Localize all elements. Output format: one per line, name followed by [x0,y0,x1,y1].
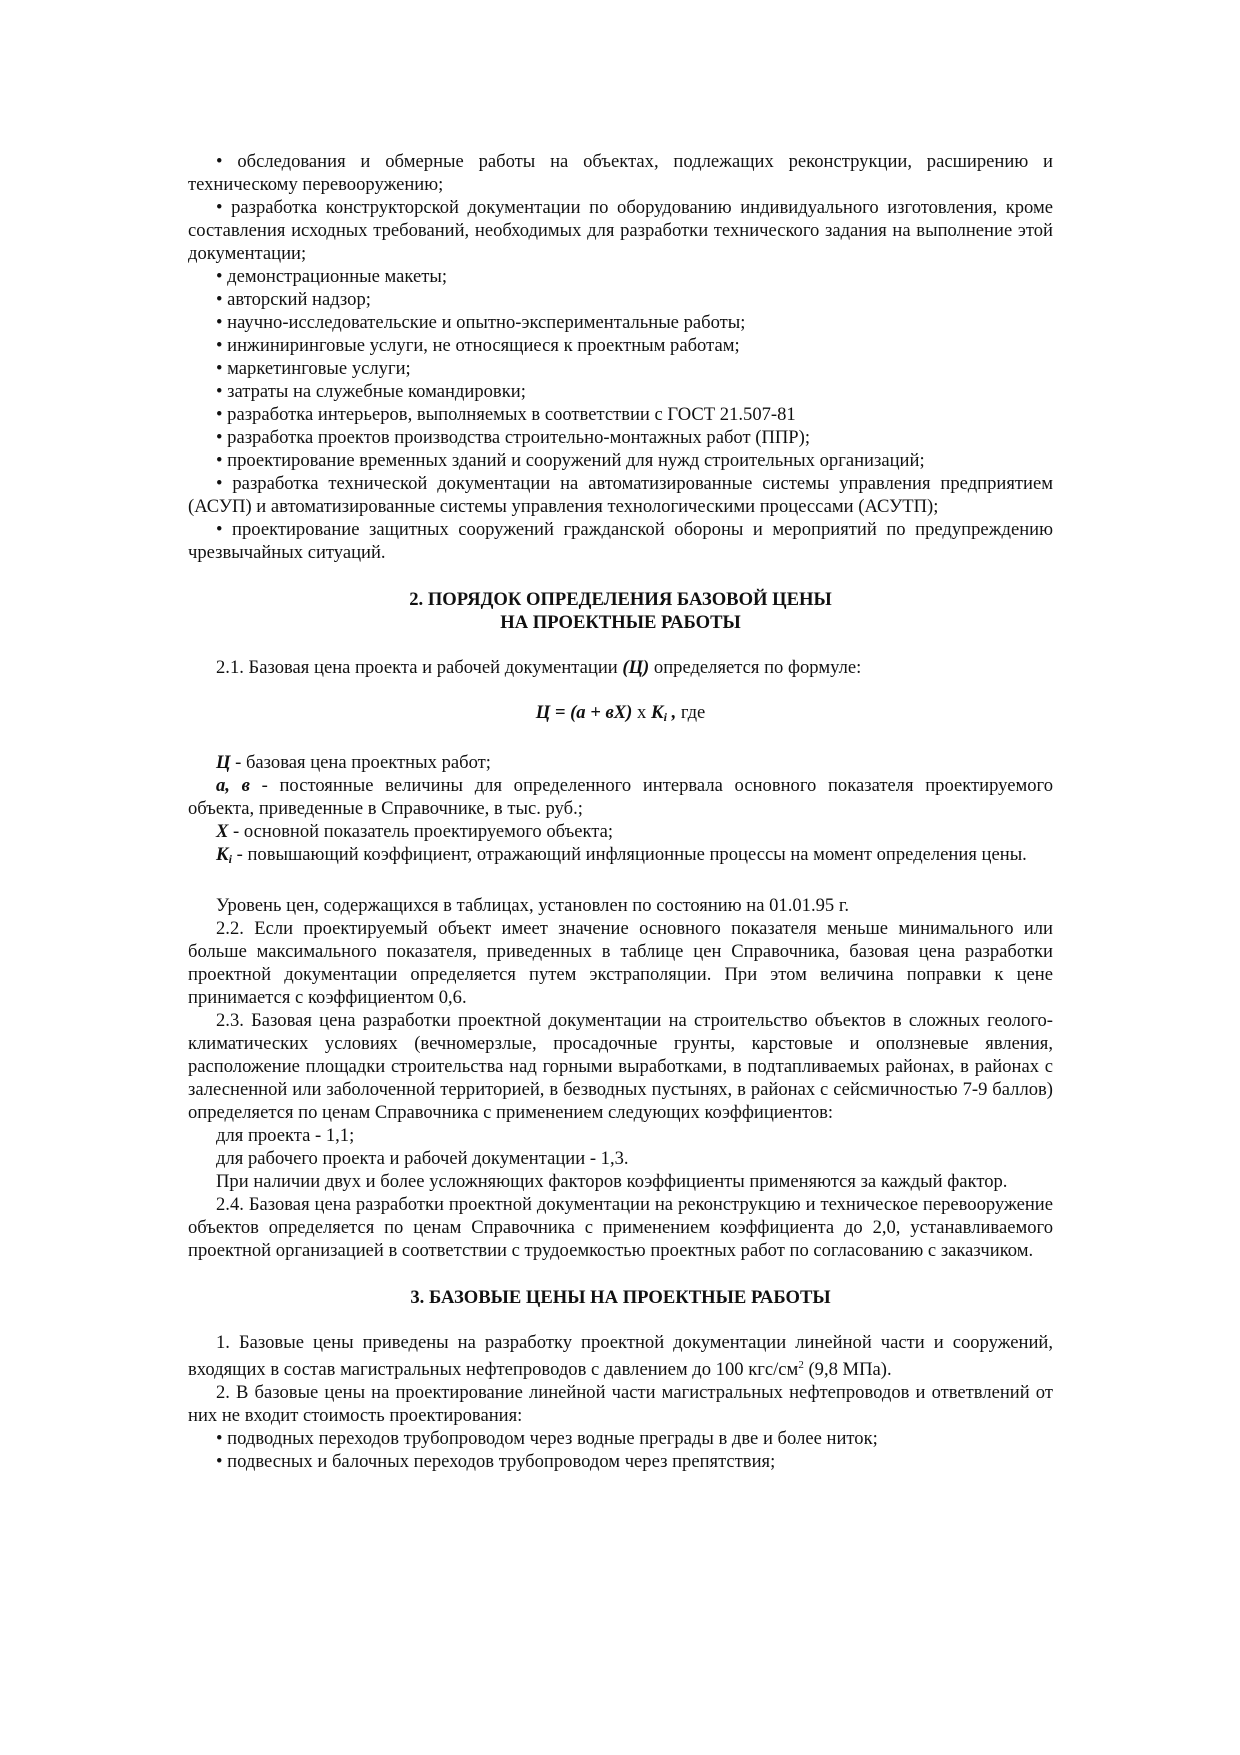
list-item: • затраты на служебные командировки; [216,381,526,402]
list-item: • научно-исследовательские и опытно-экспериментальные работы; [216,312,746,333]
paragraph-2-2: 2.2. Если проектируемый объект имеет значение основного показателя меньше минимального или больше максимального показателя, приведенных в таблице цен Справочника, базовая цена разработки проектной документации определяется путем экстраполяции. При этом величина поправки к цене принимается с коэффициентом 0,6. [188,918,1053,1008]
paragraph-3-1-tail: (9,8 МПа). [803,1359,892,1380]
paragraph-2-1-tail: определяется по формуле: [649,657,862,678]
spacer [188,871,1053,894]
list-item: • инжиниринговые услуги, не относящиеся к проектным работам; [216,335,740,356]
list-item: • маркетинговые услуги; [216,358,411,379]
price-formula [188,701,1053,729]
list-item: • подвесных и балочных переходов трубопроводом через препятствия; [216,1451,776,1472]
list-item: • подводных переходов трубопроводом через водные преграды в две и более ниток; [216,1428,878,1449]
paragraph-3-1-sup: 2 [798,1359,804,1371]
section-2-title-line2: НА ПРОЕКТНЫЕ РАБОТЫ [500,612,741,633]
definition-c-symbol: Ц [216,752,231,773]
list-item: • демонстрационные макеты; [216,266,448,287]
exclusions-list [188,150,1053,564]
formula-lhs: Ц = (а + вХ) [535,702,633,723]
list-item: • проектирование временных зданий и сооружений для нужд строительных организаций; [216,450,925,471]
paragraph-3-1 [188,1331,1053,1381]
document-page [188,150,1053,1473]
list-item: • разработка конструкторской документации по оборудованию индивидуального изготовления, кроме составления исходных требований, необходимых для разработки технического задания на выполнение этой документации; [188,197,1053,264]
coefficient-working: для рабочего проекта и рабочей документации - 1,3. [216,1148,629,1169]
price-symbol: (Ц) [622,657,650,678]
coefficient-project: для проекта - 1,1; [216,1125,355,1146]
list-item: • проектирование защитных сооружений гражданской обороны и мероприятий по предупреждению чрезвычайных ситуаций. [188,519,1053,563]
list-item: • разработка проектов производства строительно-монтажных работ (ППР); [216,427,811,448]
paragraph-2-1-text: 2.1. Базовая цена проекта и рабочей документации [216,657,623,678]
definition-x-text: - основной показатель проектируемого объекта; [228,821,614,842]
paragraph-2-3: 2.3. Базовая цена разработки проектной документации на строительство объектов в сложных геолого-климатических условиях (вечномерзлые, просадочные грунты, карстовые и оползневые явления, расположение площадки строительства над горными выработками, в подтапливаемых районах, в районах с залесненной или заболоченной территорией, в безводных пустынях, в районах с сейсмичностью 7-9 баллов) определяется по ценам Справочника с применением следующих коэффициентов: [188,1010,1053,1123]
paragraph-3-1-text: 1. Базовые цены приведены на разработку проектной документации линейной части и сооружений, входящих в состав магистральных нефтепроводов с давлением до 100 кгс/см [188,1332,1053,1380]
definition-c [188,751,1053,774]
list-item: • обследования и обмерные работы на объектах, подлежащих реконструкции, расширению и техническому перевооружению; [188,151,1053,195]
section-3-heading: 3. БАЗОВЫЕ ЦЕНЫ НА ПРОЕКТНЫЕ РАБОТЫ [410,1287,831,1308]
paragraph-2-1 [188,656,1053,679]
definition-k-symbol: К [216,844,229,865]
definition-k [188,843,1053,871]
definition-ab-text: - постоянные величины для определенного интервала основного показателя проектируемого объекта, приведенные в Справочнике, в тыс. руб.; [188,775,1053,819]
definition-k-sub: i [228,852,232,866]
formula-k: К [650,702,664,723]
definition-k-text: - повышающий коэффициент, отражающий инфляционные процессы на момент определения цены. [231,844,1027,865]
list-item: • разработка интерьеров, выполняемых в соответствии с ГОСТ 21.507-81 [216,404,796,425]
definition-c-text: - базовая цена проектных работ; [230,752,491,773]
section-2-heading [188,588,1053,634]
price-level-note: Уровень цен, содержащихся в таблицах, установлен по состоянию на 01.01.95 г. [216,895,850,916]
definition-x-symbol: Х [216,821,229,842]
definition-ab-symbol: а, в [216,775,250,796]
paragraph-2-3-factors: При наличии двух и более усложняющих факторов коэффициенты применяются за каждый фактор. [216,1171,1008,1192]
list-item: • разработка технической документации на автоматизированные системы управления предприятием (АСУП) и автоматизированные системы управления технологическими процессами (АСУТП); [188,473,1053,517]
formula-times: х [632,702,651,723]
definition-x [188,820,1053,843]
paragraph-3-2: 2. В базовые цены на проектирование линейной части магистральных нефтепроводов и ответвлений от них не входит стоимость проектирования: [188,1382,1053,1426]
list-item: • авторский надзор; [216,289,371,310]
definition-ab [188,774,1053,820]
section-2-title-line1: 2. ПОРЯДОК ОПРЕДЕЛЕНИЯ БАЗОВОЙ ЦЕНЫ [409,589,832,610]
paragraph-2-4: 2.4. Базовая цена разработки проектной документации на реконструкцию и техническое перевооружение объектов определяется по ценам Справочника с применением коэффициента до 2,0, устанавливаемого проектной организацией в соответствии с трудоемкостью проектных работ по согласованию с заказчиком. [188,1194,1053,1261]
formula-k-sub: i [663,710,667,724]
formula-tail: где [676,702,706,723]
formula-comma: , [666,702,677,723]
